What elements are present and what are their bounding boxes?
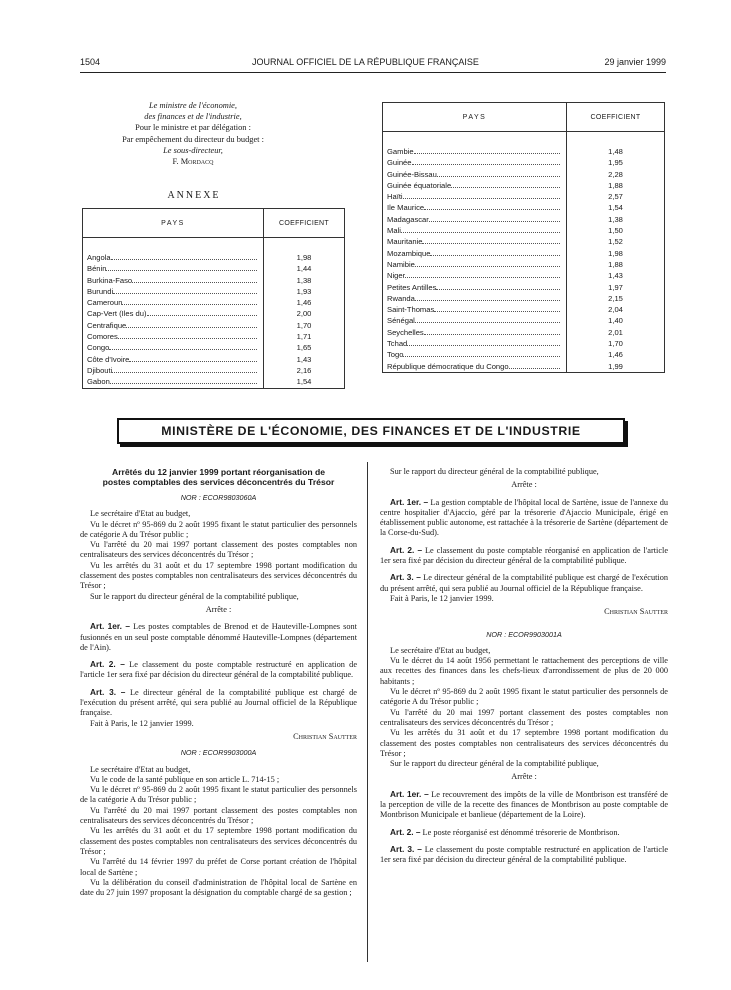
paragraph: Vu l'arrêté du 20 mai 1997 portant classement des postes comptables non centralisateurs des services déconcentrés du Trésor ; bbox=[380, 707, 668, 727]
paragraph: Sur le rapport du directeur général de la comptabilité publique, bbox=[390, 759, 599, 769]
country-name: République démocratique du Congo bbox=[383, 361, 567, 373]
right-column bbox=[380, 467, 668, 866]
coefficient-value: 2,00 bbox=[264, 308, 345, 319]
paragraph: Vu les arrêtés du 31 août et du 17 septembre 1998 portant modification du classement des postes comptables non centralisateurs des services déconcentrés du Trésor ; bbox=[80, 826, 357, 856]
coefficient-value: 1,54 bbox=[567, 202, 665, 213]
table-row bbox=[83, 297, 345, 308]
coefficient-value: 1,43 bbox=[264, 354, 345, 365]
coefficient-value: 1,70 bbox=[264, 320, 345, 331]
paragraph: Vu les arrêtés du 31 août et du 17 septembre 1998 portant modification du classement des postes comptables non centralisateurs des services déconcentrés du Trésor ; bbox=[380, 728, 668, 758]
table-row bbox=[83, 342, 345, 353]
coefficient-value: 1,88 bbox=[567, 180, 665, 191]
table-row bbox=[383, 146, 665, 157]
table-row bbox=[383, 202, 665, 213]
paragraph: Vu le décret nº 95-869 du 2 août 1995 fixant le statut particulier des personnels de catégorie A du Trésor public ; bbox=[80, 519, 357, 539]
paragraph: Vu l'arrêté du 14 février 1997 du préfet de Corse portant création de l'hôpital local de Sartène ; bbox=[80, 857, 357, 877]
table-row bbox=[83, 275, 345, 286]
country-name: Guinée équatoriale bbox=[383, 180, 567, 191]
table-row bbox=[383, 270, 665, 281]
coefficient-value: 1,46 bbox=[567, 349, 665, 360]
paragraph: Vu la délibération du conseil d'administration de l'hôpital local de Sartène en date du 27 juin 1997 proposant la désignation du comptable chargé de sa gestion ; bbox=[80, 877, 357, 898]
article: Art. 1er. – La gestion comptable de l'hôpital local de Sartène, issue de l'annexe du centre hospitalier d'Ajaccio, géré par la trésorerie d'Ajaccio Municipale, érigé en établissement public autonome, est rattachée à la trésorerie de Sartène (département de la Corse-du-Sud). bbox=[380, 496, 668, 538]
signature-line-4: Par empêchement du directeur du budget : bbox=[122, 134, 264, 144]
country-name: Guinée bbox=[383, 157, 567, 168]
country-name: Guinée-Bissau bbox=[383, 169, 567, 180]
table-row bbox=[83, 320, 345, 331]
coefficient-value: 1,70 bbox=[567, 338, 665, 349]
country-name: Comores bbox=[83, 331, 264, 342]
country-name: Mauritanie bbox=[383, 236, 567, 247]
coefficient-value: 2,01 bbox=[567, 327, 665, 338]
country-name: Niger bbox=[383, 270, 567, 281]
coefficient-value: 1,43 bbox=[567, 270, 665, 281]
signature-line-5: Le sous-directeur, bbox=[163, 145, 223, 155]
col-header-coefficient: COEFFICIENT bbox=[567, 103, 665, 132]
country-name: Gabon bbox=[83, 376, 264, 388]
country-name: Burundi bbox=[83, 286, 264, 297]
ministry-banner: MINISTÈRE DE L'ÉCONOMIE, DES FINANCES ET DE L'INDUSTRIE bbox=[117, 418, 625, 444]
annexe-title: ANNEXE bbox=[167, 190, 221, 201]
table-row bbox=[83, 252, 345, 263]
column-separator bbox=[367, 462, 368, 962]
country-name: Centrafique bbox=[83, 320, 264, 331]
country-name: Cameroun bbox=[83, 297, 264, 308]
paragraph: Sur le rapport du directeur général de la comptabilité publique, bbox=[390, 467, 599, 476]
paragraph: Le secrétaire d'Etat au budget, bbox=[90, 509, 191, 519]
coefficient-value: 1,40 bbox=[567, 315, 665, 326]
coefficient-value: 1,38 bbox=[264, 275, 345, 286]
article: Art. 3. – Le directeur général de la comptabilité publique est chargé de l'exécution du présent arrêté, qui sera publié au Journal officiel de la République française. bbox=[80, 686, 357, 718]
nor-reference: NOR : ECOR9803060A bbox=[180, 493, 257, 502]
nor-reference: NOR : ECOR9903000A bbox=[180, 748, 257, 758]
table-row bbox=[383, 315, 665, 326]
table-row bbox=[383, 248, 665, 259]
table-row bbox=[383, 225, 665, 236]
coefficient-value: 1,46 bbox=[264, 297, 345, 308]
coefficient-value: 1,95 bbox=[567, 157, 665, 168]
country-name: Angola bbox=[83, 252, 264, 263]
coefficient-value: 2,16 bbox=[264, 365, 345, 376]
coefficient-value: 1,99 bbox=[567, 361, 665, 373]
coefficient-value: 1,52 bbox=[567, 236, 665, 247]
coefficient-value: 1,97 bbox=[567, 282, 665, 293]
table-row bbox=[383, 338, 665, 349]
issue-date: 29 janvier 1999 bbox=[604, 57, 666, 67]
country-name: Madagascar bbox=[383, 214, 567, 225]
signature-line-1: Le ministre de l'économie, bbox=[148, 101, 237, 110]
arrete-label: Arrête : bbox=[205, 604, 232, 614]
paragraph: Vu les arrêtés du 31 août et du 17 septembre 1998 portant modification du classement des postes comptables non centralisateurs des services déconcentrés du Trésor ; bbox=[80, 560, 357, 591]
coefficient-value: 1,93 bbox=[264, 286, 345, 297]
coefficient-table-left bbox=[82, 208, 345, 389]
table-row bbox=[383, 349, 665, 360]
signer-name: Christian Sautter bbox=[293, 731, 357, 741]
table-row bbox=[383, 361, 665, 373]
coefficient-value: 1,88 bbox=[567, 259, 665, 270]
country-name: Gambie bbox=[383, 146, 567, 157]
coefficient-value: 2,04 bbox=[567, 304, 665, 315]
table-row bbox=[383, 293, 665, 304]
country-name: Djibouti bbox=[83, 365, 264, 376]
country-name: Tchad bbox=[383, 338, 567, 349]
country-name: Sénégal bbox=[383, 315, 567, 326]
paragraph: Le secrétaire d'Etat au budget, bbox=[390, 645, 491, 655]
country-name: Haïti bbox=[383, 191, 567, 202]
coefficient-value: 1,65 bbox=[264, 342, 345, 353]
table-row bbox=[83, 365, 345, 376]
table-row bbox=[383, 236, 665, 247]
country-name: Côte d'Ivoire bbox=[83, 354, 264, 365]
arrete-label: Arrête : bbox=[511, 772, 537, 782]
coefficient-value: 2,28 bbox=[567, 169, 665, 180]
country-name: Burkina-Faso bbox=[83, 275, 264, 286]
paragraph: Vu le code de la santé publique en son article L. 714-15 ; bbox=[90, 774, 280, 784]
article: Art. 3. – Le directeur général de la comptabilité publique est chargé de l'exécution du présent arrêté, qui sera publié au Journal officiel de la République française. bbox=[380, 572, 669, 593]
signature-date: Fait à Paris, le 12 janvier 1999. bbox=[390, 593, 494, 603]
coefficient-value: 1,98 bbox=[567, 248, 665, 259]
arrete-label: Arrête : bbox=[511, 480, 537, 490]
country-name: Congo bbox=[83, 342, 264, 353]
table-row bbox=[383, 282, 665, 293]
coefficient-value: 1,71 bbox=[264, 331, 345, 342]
signer-name: Christian Sautter bbox=[604, 607, 668, 617]
header-rule bbox=[80, 72, 666, 73]
coefficient-value: 2,57 bbox=[567, 191, 665, 202]
country-name: Petites Antilles bbox=[383, 282, 567, 293]
table-row bbox=[383, 327, 665, 338]
country-name: Seychelles bbox=[383, 327, 567, 338]
paragraph: Vu le décret du 14 août 1956 permettant le rattachement des perceptions de ville aux recettes des finances dans les chefs-lieux d'arrondissement de plus de 20 000 habitants ; bbox=[380, 656, 668, 686]
country-name: Mali bbox=[383, 225, 567, 236]
table-row bbox=[83, 308, 345, 319]
coefficient-value: 1,98 bbox=[264, 252, 345, 263]
country-name: Namibie bbox=[383, 259, 567, 270]
arrete-title: Arrêtés du 12 janvier 1999 portant réorganisation de postes comptables des services déconcentrés du Trésor bbox=[102, 467, 335, 487]
country-name: Cap-Vert (Iles du) bbox=[83, 308, 264, 319]
table-row bbox=[383, 304, 665, 315]
table-row bbox=[383, 259, 665, 270]
country-name: Togo bbox=[383, 349, 567, 360]
country-name: Saint-Thomas bbox=[383, 304, 567, 315]
coefficient-table-right bbox=[382, 102, 665, 373]
journal-title: JOURNAL OFFICIEL DE LA RÉPUBLIQUE FRANÇAISE bbox=[252, 57, 479, 67]
signature-date: Fait à Paris, le 12 janvier 1999. bbox=[90, 718, 194, 728]
page-number: 1504 bbox=[80, 57, 101, 67]
country-name: Rwanda bbox=[383, 293, 567, 304]
coefficient-value: 1,48 bbox=[567, 146, 665, 157]
table-row bbox=[83, 263, 345, 274]
nor-reference: NOR : ECOR9903001A bbox=[486, 629, 562, 639]
table-row bbox=[83, 354, 345, 365]
paragraph: Vu le décret nº 95-869 du 2 août 1995 fixant le statut particulier des personnels de catégorie A du Trésor public ; bbox=[380, 687, 668, 707]
table-row bbox=[383, 157, 665, 168]
table-row bbox=[83, 376, 345, 388]
paragraph: Sur le rapport du directeur général de la comptabilité publique, bbox=[90, 591, 299, 601]
article: Art. 3. – Le classement du poste comptable restructuré en application de l'article 1er sera fixé par décision du directeur général de la comptabilité publique. bbox=[380, 843, 669, 865]
left-column bbox=[80, 467, 357, 898]
paragraph: Vu l'arrêté du 20 mai 1997 portant classement des postes comptables non centralisateurs des services déconcentrés du Trésor ; bbox=[80, 540, 357, 560]
article: Art. 2. – Le classement du poste comptable réorganisé en application de l'article 1er sera fixé par décision du directeur général de la comptabilité publique. bbox=[380, 544, 669, 566]
col-header-pays: PAYS bbox=[383, 103, 567, 132]
coefficient-value: 2,15 bbox=[567, 293, 665, 304]
article: Art. 2. – Le poste réorganisé est dénommé trésorerie de Montbrison. bbox=[390, 826, 620, 837]
coefficient-value: 1,44 bbox=[264, 263, 345, 274]
country-name: Bénin bbox=[83, 263, 264, 274]
signature-name: F. Mordacq bbox=[172, 157, 214, 167]
article: Art. 1er. – Le recouvrement des impôts de la ville de Montbrison est transféré de la perception de ville de la recette des finances de Montbrison au poste comptable de Montbrison Municipale et banlieue (département de la Loire). bbox=[380, 788, 668, 820]
table-row bbox=[383, 169, 665, 180]
table-row bbox=[83, 286, 345, 297]
country-name: Ile Maurice bbox=[383, 202, 567, 213]
coefficient-value: 1,38 bbox=[567, 214, 665, 225]
paragraph: Le secrétaire d'Etat au budget, bbox=[90, 764, 191, 774]
coefficient-value: 1,54 bbox=[264, 376, 345, 388]
signature-line-3: Pour le ministre et par délégation : bbox=[135, 123, 251, 133]
paragraph: Vu le décret nº 95-869 du 2 août 1995 fixant le statut particulier des personnels de la catégorie A du Trésor public ; bbox=[80, 785, 357, 805]
col-header-pays: PAYS bbox=[83, 209, 264, 238]
signature-block bbox=[82, 100, 304, 167]
table-row bbox=[383, 214, 665, 225]
coefficient-value: 1,50 bbox=[567, 225, 665, 236]
col-header-coefficient: COEFFICIENT bbox=[264, 209, 345, 238]
paragraph: Vu l'arrêté du 20 mai 1997 portant classement des postes comptables non centralisateurs des services déconcentrés du Trésor ; bbox=[80, 805, 357, 826]
article: Art. 2. – Le classement du poste comptable restructuré en application de l'article 1er sera fixé par décision du directeur général de la comptabilité publique. bbox=[80, 659, 358, 680]
signature-line-2: des finances et de l'industrie, bbox=[144, 112, 242, 122]
country-name: Mozambique bbox=[383, 248, 567, 259]
table-row bbox=[383, 191, 665, 202]
article: Art. 1er. – Les postes comptables de Brenod et de Hauteville-Lompnes sont fusionnés en un seul poste comptable dénommé Hauteville-Lompnes (département de l'Ain). bbox=[80, 621, 357, 652]
table-row bbox=[83, 331, 345, 342]
table-row bbox=[383, 180, 665, 191]
